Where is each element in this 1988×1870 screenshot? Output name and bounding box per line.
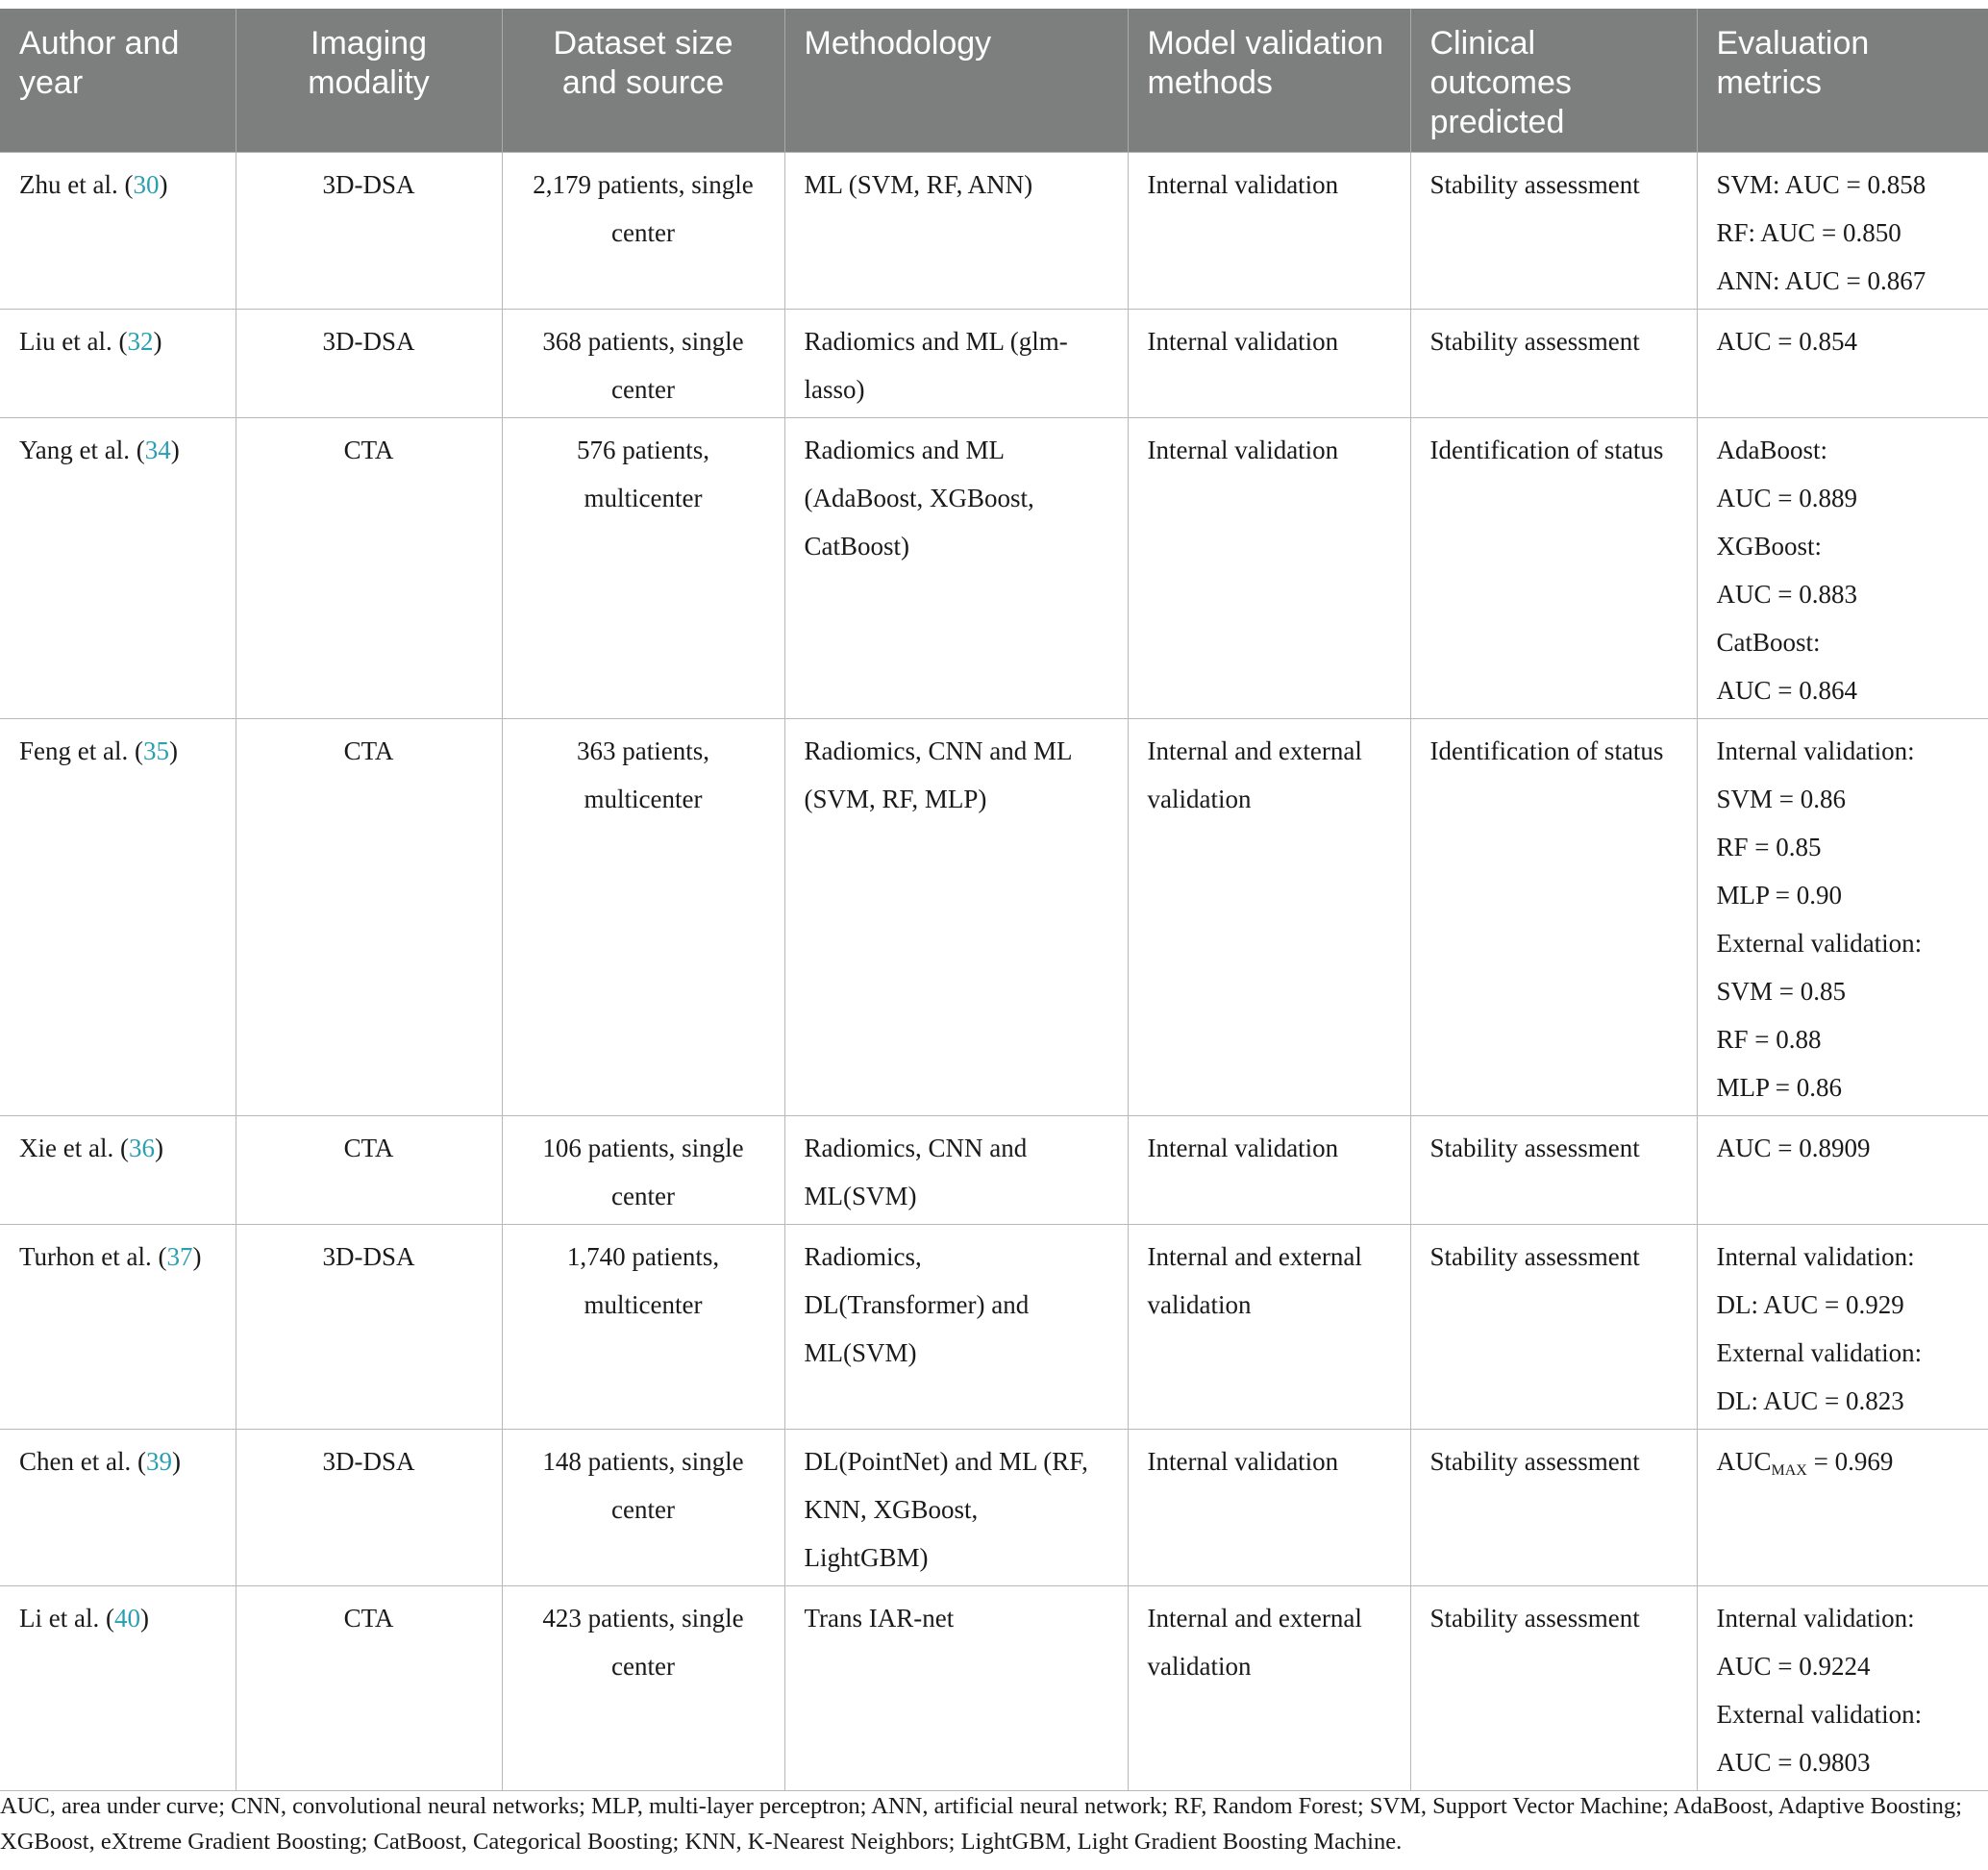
reference-link[interactable]: 34 bbox=[144, 436, 171, 464]
methodology-cell: Trans IAR-net bbox=[784, 1586, 1128, 1791]
metric-line: SVM = 0.86 bbox=[1716, 785, 1846, 813]
reference-link[interactable]: 35 bbox=[142, 736, 169, 765]
dataset-cell: 1,740 patients, multicenter bbox=[502, 1225, 784, 1430]
metrics-cell bbox=[1697, 1225, 1988, 1430]
author-cell: Li et al. (40) bbox=[0, 1586, 236, 1791]
author-cell: Xie et al. (36) bbox=[0, 1116, 236, 1225]
metric-line: External validation: bbox=[1716, 1338, 1923, 1367]
author-cell: Liu et al. (32) bbox=[0, 310, 236, 418]
reference-link[interactable]: 32 bbox=[127, 327, 154, 356]
table-row bbox=[0, 310, 1988, 418]
outcome-cell: Stability assessment bbox=[1410, 1116, 1697, 1225]
methodology-cell: Radiomics, CNN and ML (SVM, RF, MLP) bbox=[784, 719, 1128, 1116]
table-row bbox=[0, 1225, 1988, 1430]
header-author-year: Author and year bbox=[0, 9, 236, 153]
reference-link[interactable]: 37 bbox=[166, 1242, 193, 1271]
metric-line: AUC = 0.854 bbox=[1716, 327, 1857, 356]
metric-line: Internal validation: bbox=[1716, 736, 1915, 765]
header-imaging-modality: Imaging modality bbox=[236, 9, 502, 153]
dataset-cell: 423 patients, single center bbox=[502, 1586, 784, 1791]
dataset-cell: 363 patients, multicenter bbox=[502, 719, 784, 1116]
header-validation-methods: Model validation methods bbox=[1128, 9, 1410, 153]
table-footnote: AUC, area under curve; CNN, convolutional neural networks; MLP, multi-layer perceptron; ANN, artificial neural network; RF, Random Forest; SVM, Support Vector Machine; AdaBoost, Adaptive Boosting; XGBoost, eXtreme Gradient Boosting; CatBoost, Categorical Boosting; KNN, K-Nearest Neighbors; LightGBM, Light Gradient Boosting Machine. bbox=[0, 1793, 1962, 1855]
metrics-cell bbox=[1697, 1116, 1988, 1225]
author-cell: Yang et al. (34) bbox=[0, 418, 236, 719]
outcome-cell: Stability assessment bbox=[1410, 1225, 1697, 1430]
author-cell: Feng et al. (35) bbox=[0, 719, 236, 1116]
metric-line: RF: AUC = 0.850 bbox=[1716, 218, 1901, 247]
outcome-cell: Identification of status bbox=[1410, 719, 1697, 1116]
validation-cell: Internal and external validation bbox=[1128, 1586, 1410, 1791]
validation-cell: Internal validation bbox=[1128, 1430, 1410, 1586]
metrics-cell bbox=[1697, 1430, 1988, 1586]
header-clinical-outcomes: Clinical outcomes predicted bbox=[1410, 9, 1697, 153]
metrics-cell bbox=[1697, 1586, 1988, 1791]
metrics-cell bbox=[1697, 719, 1988, 1116]
header-dataset: Dataset size and source bbox=[502, 9, 784, 153]
modality-cell: 3D-DSA bbox=[236, 153, 502, 310]
table-header bbox=[0, 9, 1988, 153]
metrics-cell bbox=[1697, 310, 1988, 418]
metric-line: RF = 0.85 bbox=[1716, 833, 1822, 861]
validation-cell: Internal and external validation bbox=[1128, 1225, 1410, 1430]
table-row bbox=[0, 719, 1988, 1116]
metric-label: AUC bbox=[1716, 1447, 1772, 1476]
metric-line: AUC = 0.864 bbox=[1716, 676, 1857, 705]
metric-line: AUC = 0.889 bbox=[1716, 484, 1857, 512]
metric-line: External validation: bbox=[1716, 1700, 1923, 1729]
table-row bbox=[0, 1116, 1988, 1225]
metric-line: Internal validation: bbox=[1716, 1604, 1915, 1633]
metric-line: DL: AUC = 0.823 bbox=[1716, 1386, 1904, 1415]
metric-line: DL: AUC = 0.929 bbox=[1716, 1290, 1904, 1319]
table-row bbox=[0, 153, 1988, 310]
metric-line: SVM: AUC = 0.858 bbox=[1716, 170, 1926, 199]
metric-line: XGBoost: bbox=[1716, 532, 1823, 561]
metric-line: AUC = 0.9224 bbox=[1716, 1652, 1871, 1681]
metric-line: SVM = 0.85 bbox=[1716, 977, 1846, 1006]
author-cell: Chen et al. (39) bbox=[0, 1430, 236, 1586]
metric-line: AUC = 0.8909 bbox=[1716, 1134, 1871, 1162]
dataset-cell: 148 patients, single center bbox=[502, 1430, 784, 1586]
dataset-cell: 106 patients, single center bbox=[502, 1116, 784, 1225]
table-row bbox=[0, 1586, 1988, 1791]
modality-cell: CTA bbox=[236, 1586, 502, 1791]
dataset-cell: 368 patients, single center bbox=[502, 310, 784, 418]
validation-cell: Internal validation bbox=[1128, 1116, 1410, 1225]
reference-link[interactable]: 30 bbox=[133, 170, 160, 199]
author-cell: Zhu et al. (30) bbox=[0, 153, 236, 310]
validation-cell: Internal and external validation bbox=[1128, 719, 1410, 1116]
modality-cell: CTA bbox=[236, 418, 502, 719]
studies-table bbox=[0, 9, 1988, 1791]
outcome-cell: Stability assessment bbox=[1410, 1430, 1697, 1586]
table-body bbox=[0, 153, 1988, 1791]
metric-line: Internal validation: bbox=[1716, 1242, 1915, 1271]
metric-value: = 0.969 bbox=[1806, 1447, 1894, 1476]
table-row bbox=[0, 418, 1988, 719]
outcome-cell: Stability assessment bbox=[1410, 310, 1697, 418]
metrics-cell bbox=[1697, 418, 1988, 719]
header-row bbox=[0, 9, 1988, 153]
metric-line: MLP = 0.90 bbox=[1716, 881, 1842, 910]
modality-cell: 3D-DSA bbox=[236, 1225, 502, 1430]
metric-line: AUC = 0.883 bbox=[1716, 580, 1857, 609]
metric-line: AUC = 0.9803 bbox=[1716, 1748, 1871, 1777]
methodology-cell: Radiomics, DL(Transformer) and ML(SVM) bbox=[784, 1225, 1128, 1430]
reference-link[interactable]: 40 bbox=[113, 1604, 140, 1633]
validation-cell: Internal validation bbox=[1128, 153, 1410, 310]
methodology-cell: ML (SVM, RF, ANN) bbox=[784, 153, 1128, 310]
modality-cell: 3D-DSA bbox=[236, 310, 502, 418]
dataset-cell: 576 patients, multicenter bbox=[502, 418, 784, 719]
author-cell: Turhon et al. (37) bbox=[0, 1225, 236, 1430]
metrics-cell bbox=[1697, 153, 1988, 310]
methodology-cell: Radiomics and ML (AdaBoost, XGBoost, CatBoost) bbox=[784, 418, 1128, 719]
metric-line: AdaBoost: bbox=[1716, 436, 1828, 464]
modality-cell: 3D-DSA bbox=[236, 1430, 502, 1586]
modality-cell: CTA bbox=[236, 1116, 502, 1225]
methodology-cell: Radiomics and ML (glm-lasso) bbox=[784, 310, 1128, 418]
metric-subscript: MAX bbox=[1771, 1462, 1807, 1479]
header-evaluation-metrics: Evaluation metrics bbox=[1697, 9, 1988, 153]
methodology-cell: DL(PointNet) and ML (RF, KNN, XGBoost, LightGBM) bbox=[784, 1430, 1128, 1586]
table-row bbox=[0, 1430, 1988, 1586]
outcome-cell: Identification of status bbox=[1410, 418, 1697, 719]
dataset-cell: 2,179 patients, single center bbox=[502, 153, 784, 310]
methodology-cell: Radiomics, CNN and ML(SVM) bbox=[784, 1116, 1128, 1225]
header-methodology: Methodology bbox=[784, 9, 1128, 153]
metric-line: External validation: bbox=[1716, 929, 1923, 958]
table-container bbox=[0, 9, 1988, 1791]
metric-line: RF = 0.88 bbox=[1716, 1025, 1822, 1054]
outcome-cell: Stability assessment bbox=[1410, 1586, 1697, 1791]
reference-link[interactable]: 39 bbox=[145, 1447, 172, 1476]
metric-line: MLP = 0.86 bbox=[1716, 1073, 1842, 1102]
metric-line: ANN: AUC = 0.867 bbox=[1716, 266, 1926, 295]
modality-cell: CTA bbox=[236, 719, 502, 1116]
validation-cell: Internal validation bbox=[1128, 418, 1410, 719]
outcome-cell: Stability assessment bbox=[1410, 153, 1697, 310]
metric-line: CatBoost: bbox=[1716, 628, 1821, 657]
reference-link[interactable]: 36 bbox=[128, 1134, 155, 1162]
validation-cell: Internal validation bbox=[1128, 310, 1410, 418]
